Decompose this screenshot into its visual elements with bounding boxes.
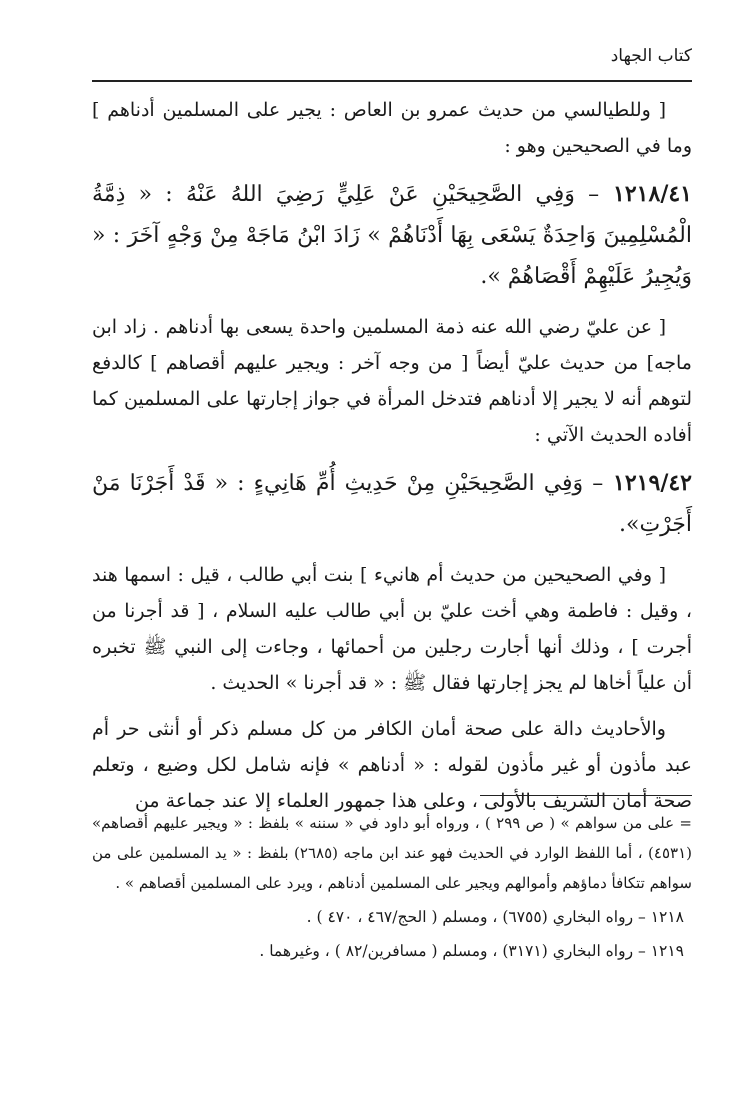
footnote-continuation: = على من سواهم » ( ص ٢٩٩ ) ، ورواه أبو داود في « سننه » بلفظ : « ويجير عليهم أقصاهم» (٤٥٣١) ، أما اللفظ الوارد في الحديث فهو عند ابن ماجه (٢٦٨٥) بلفظ : « يد المسلمين على من سواهم تتكافأ دماؤهم وأموالهم ويجير على المسلمين أدناهم ، ويرد على المسلمين أقصاهم » . [92, 814, 693, 892]
commentary-paragraph-3: [ وفي الصحيحين من حديث أم هانيء ] بنت أبي طالب ، قيل : اسمها هند ، وقيل : فاطمة وهي أخت عليّ بن أبي طالب عليه السلام ، [ قد أجرنا من أجرت ] ، وذلك أنها أجارت رجلين من أحمائها ، وجاءت إلى النبي ﷺ تخبره أن علياً أخاها لم يجز إجارتها فقال ﷺ : « قد أجرنا » الحديث . [92, 564, 692, 694]
main-text [92, 92, 692, 829]
hadith-number: ١٢١٨/٤١ [613, 181, 692, 207]
hadith-text: – وَفِي الصَّحِيحَيْنِ مِنْ حَدِيثِ أُمِّ هَانِيءٍ : « قَدْ أَجَرْنَا مَنْ أَجَرْتِ». [92, 471, 692, 537]
footnote-1219: ١٢١٩ – رواه البخاري (٣١٧١) ، ومسلم ( مسافرين/٨٢ ) ، وغيرهما . [259, 942, 684, 960]
header-rule [92, 80, 692, 82]
hadith-1219 [92, 463, 692, 545]
footnote-1218: ١٢١٨ – رواه البخاري (٦٧٥٥) ، ومسلم ( الحج/٤٦٧ ، ٤٧٠ ) . [306, 908, 684, 926]
commentary-paragraph-1: [ وللطيالسي من حديث عمرو بن العاص : يجير على المسلمين أدناهم ] وما في الصحيحين وهو : [92, 99, 692, 157]
hadith-1218 [92, 174, 692, 297]
hadith-text: – وَفِي الصَّحِيحَيْنِ عَنْ عَلِيٍّ رَضِيَ اللهُ عَنْهُ : « ذِمَّةُ الْمُسْلِمِينَ وَاحِدَةٌ يَسْعَى بِهَا أَدْنَاهُمْ » زَادَ ابْنُ مَاجَهْ مِنْ وَجْهٍ آخَرَ : « وَيُجِيرُ عَلَيْهِمْ أَقْصَاهُمْ ». [92, 182, 692, 289]
running-header-title: كتاب الجهاد [610, 46, 692, 66]
footnote-separator [480, 795, 692, 796]
commentary-paragraph-4: والأحاديث دالة على صحة أمان الكافر من كل مسلم ذكر أو أنثى حر أم عبد مأذون أو غير مأذون لقوله : « أدناهم » فإنه شامل لكل وضيع ، وتعلم صحة أمان الشريف بالأولى ، وعلى هذا جمهور العلماء إلا عند جماعة من [92, 718, 692, 812]
hadith-number: ١٢١٩/٤٢ [613, 470, 692, 496]
commentary-paragraph-2: [ عن عليّ رضي الله عنه ذمة المسلمين واحدة يسعى بها أدناهم . زاد ابن ماجه] من حديث عليّ أيضاً [ من وجه آخر : ويجير عليهم أقصاهم ] كالدفع لتوهم أنه لا يجير إلا أدناهم فتدخل المرأة في جواز إجارتها على المسلمين كما أفاده الحديث الآتي : [92, 316, 692, 446]
footnotes [92, 808, 692, 966]
